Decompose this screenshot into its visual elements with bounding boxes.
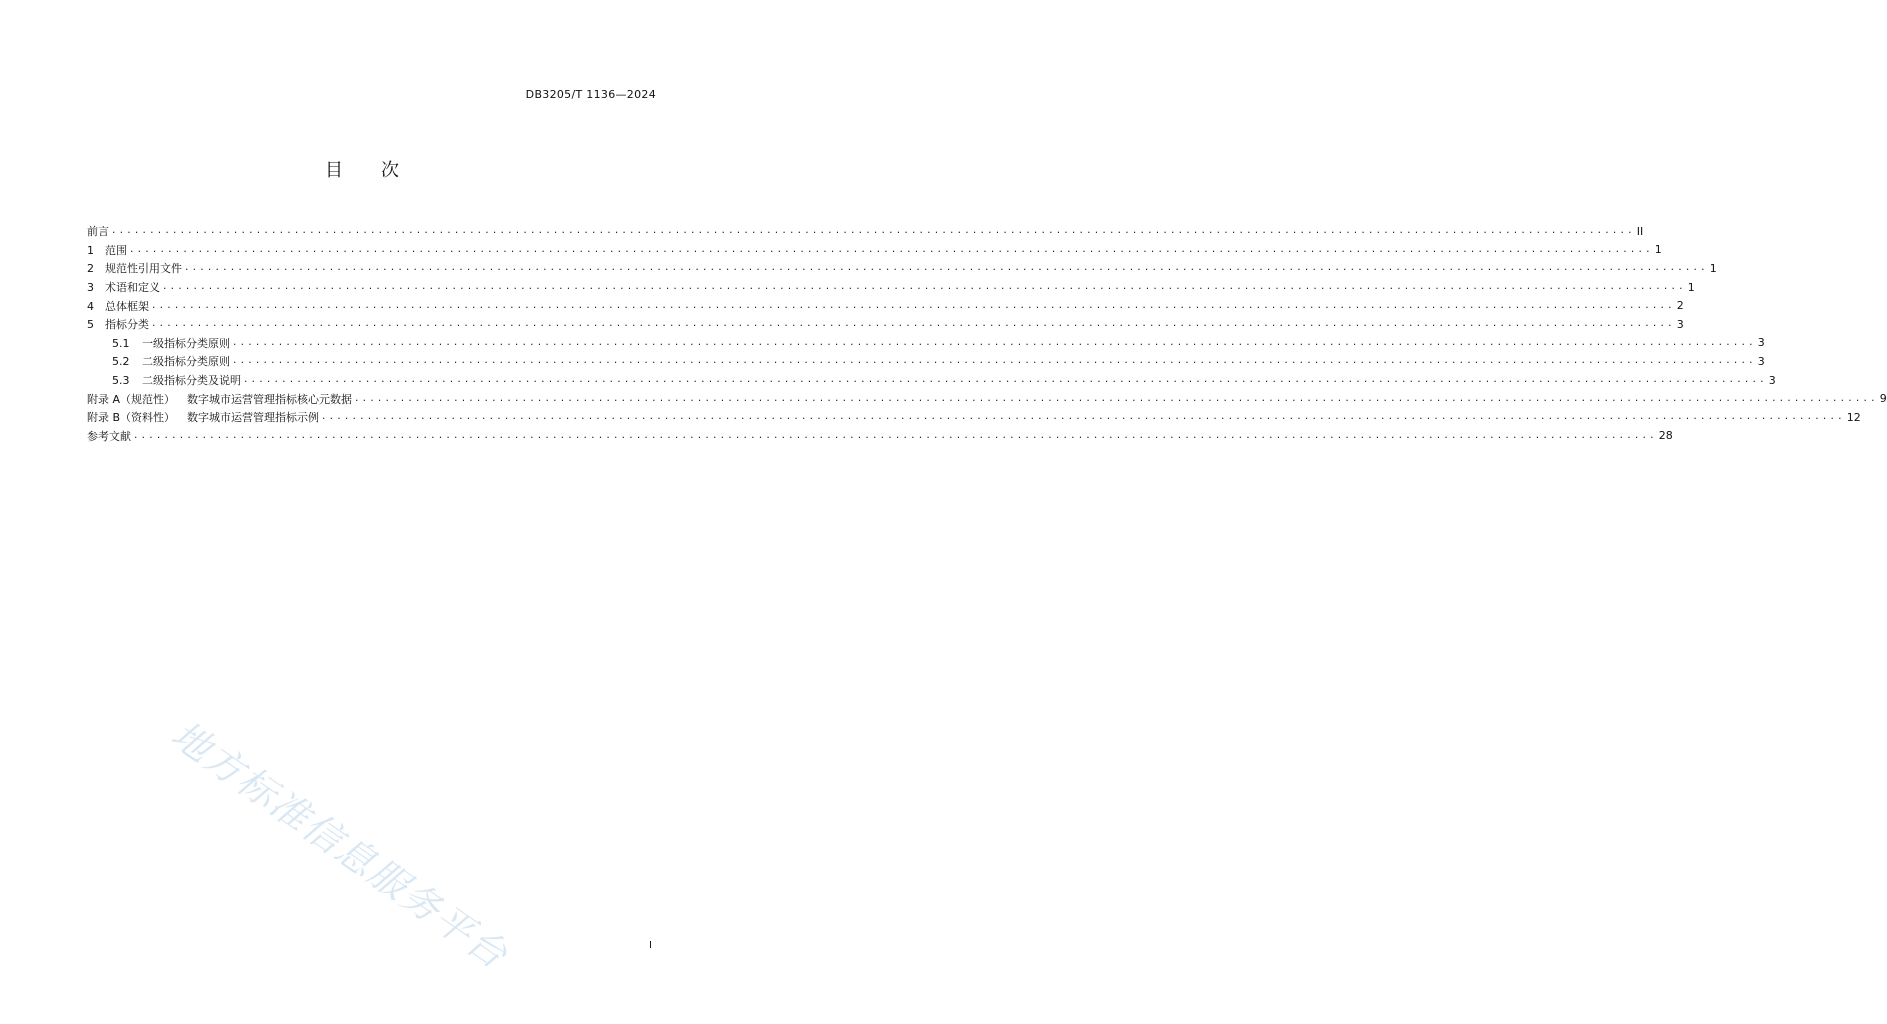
toc-entry[interactable] <box>87 408 1861 427</box>
toc-dot-leader: ........................................................................................................................................................................................................ <box>184 263 1708 274</box>
toc-entry[interactable] <box>87 296 1684 315</box>
table-of-contents <box>87 222 1887 445</box>
toc-dot-leader: ........................................................................................................................................................................................................ <box>111 226 1635 237</box>
toc-entry-label <box>87 428 131 444</box>
toc-entry-title: 术语和定义 <box>105 281 160 295</box>
toc-page-number: 12 <box>1846 410 1861 424</box>
toc-entry-label <box>87 279 160 295</box>
toc-page-number: 2 <box>1676 299 1684 313</box>
toc-page-number: 3 <box>1676 317 1684 331</box>
toc-entry[interactable] <box>87 222 1644 241</box>
toc-entry[interactable] <box>87 371 1776 390</box>
toc-entry-number: 3 <box>87 281 94 295</box>
toc-entry-number: 1 <box>87 243 94 257</box>
toc-entry-number: 5.2 <box>112 355 130 369</box>
toc-entry-label <box>87 298 149 314</box>
toc-dot-leader: ........................................................................................................................................................................................................ <box>232 356 1756 367</box>
page-title <box>0 156 724 182</box>
toc-entry-label <box>87 260 182 276</box>
toc-dot-leader: ........................................................................................................................................................................................................ <box>232 337 1756 348</box>
toc-entry-subtitle: 数字城市运营管理指标示例 <box>187 411 320 425</box>
toc-entry-number: 5.1 <box>112 336 130 350</box>
toc-entry-label <box>87 242 127 258</box>
toc-entry-title: 指标分类 <box>105 318 149 332</box>
toc-dot-leader: ........................................................................................................................................................................................................ <box>243 375 1767 386</box>
toc-dot-leader: ........................................................................................................................................................................................................ <box>151 319 1675 330</box>
toc-entry-title: 范围 <box>105 243 127 257</box>
toc-dot-leader: ........................................................................................................................................................................................................ <box>151 300 1675 311</box>
toc-entry[interactable] <box>87 278 1695 297</box>
toc-entry-number: 5.3 <box>112 374 130 388</box>
toc-entry-title: 附录 B（资料性） <box>87 411 176 425</box>
toc-page-number: 9 <box>1879 392 1887 406</box>
toc-dot-leader: ........................................................................................................................................................................................................ <box>162 282 1686 293</box>
toc-entry-title: 附录 A（规范性） <box>87 392 176 406</box>
toc-page-number: 1 <box>1709 261 1717 275</box>
toc-page-number: II <box>1636 224 1644 238</box>
toc-entry[interactable] <box>87 241 1662 260</box>
toc-page-number: 1 <box>1654 243 1662 257</box>
toc-entry-label <box>112 353 230 369</box>
toc-entry[interactable] <box>87 427 1673 446</box>
toc-dot-leader: ........................................................................................................................................................................................................ <box>354 393 1878 404</box>
toc-entry-label <box>87 316 149 332</box>
toc-entry-title: 二级指标分类原则 <box>142 355 230 369</box>
toc-dot-leader: ........................................................................................................................................................................................................ <box>133 430 1657 441</box>
toc-entry-number: 2 <box>87 262 94 276</box>
toc-page-number: 3 <box>1757 354 1765 368</box>
title-char-2: 次 <box>381 160 399 181</box>
toc-entry-label <box>112 335 230 351</box>
toc-page-number: 28 <box>1658 429 1673 443</box>
toc-entry[interactable] <box>87 334 1765 353</box>
page-number: I <box>649 940 652 951</box>
toc-entry[interactable] <box>87 389 1887 408</box>
toc-entry[interactable] <box>87 352 1765 371</box>
toc-entry[interactable] <box>87 259 1717 278</box>
toc-entry-label <box>87 223 109 239</box>
toc-entry-number: 5 <box>87 318 94 332</box>
toc-entry-title: 规范性引用文件 <box>105 262 182 276</box>
toc-dot-leader: ........................................................................................................................................................................................................ <box>129 244 1653 255</box>
document-code: DB3205/T 1136—2024 <box>525 88 656 101</box>
toc-entry-subtitle: 数字城市运营管理指标核心元数据 <box>187 392 353 406</box>
toc-entry-title: 二级指标分类及说明 <box>142 374 241 388</box>
toc-entry[interactable] <box>87 315 1684 334</box>
toc-entry-title: 前言 <box>87 225 109 239</box>
toc-page-number: 1 <box>1687 280 1695 294</box>
toc-dot-leader: ........................................................................................................................................................................................................ <box>321 412 1845 423</box>
toc-page-number: 3 <box>1768 373 1776 387</box>
title-char-1: 目 <box>325 160 343 181</box>
toc-page-number: 3 <box>1757 336 1765 350</box>
toc-entry-title: 总体框架 <box>105 299 149 313</box>
toc-entry-number: 4 <box>87 299 94 313</box>
toc-entry-title: 参考文献 <box>87 429 131 443</box>
watermark: 地方标准信息服务平台 <box>163 712 517 978</box>
toc-entry-label <box>112 372 241 388</box>
toc-entry-label <box>87 391 352 407</box>
toc-entry-title: 一级指标分类原则 <box>142 336 230 350</box>
toc-entry-label <box>87 409 319 425</box>
